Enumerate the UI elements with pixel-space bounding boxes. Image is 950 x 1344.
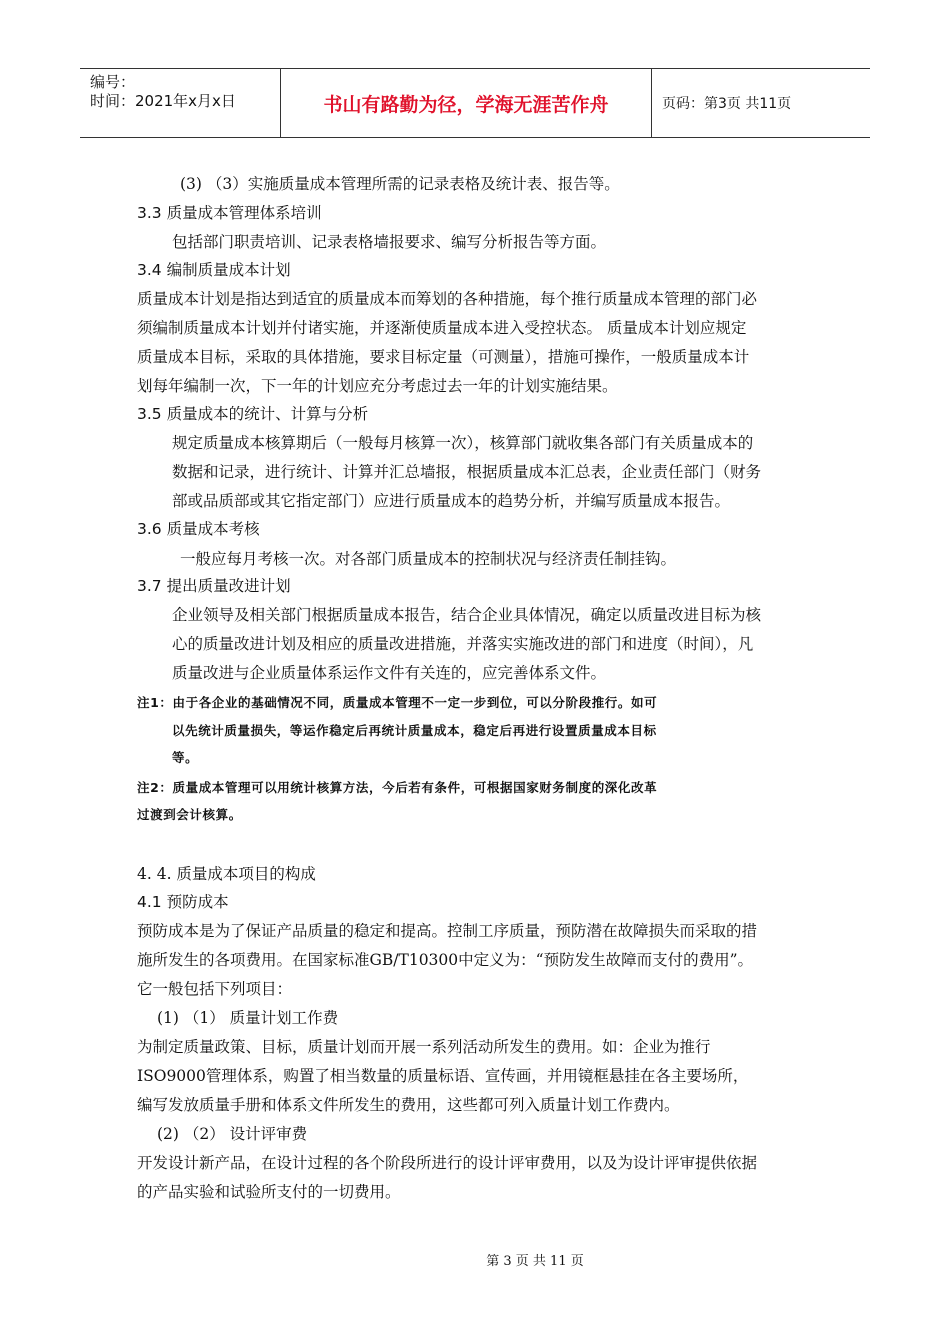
code-label: 编号： [90,73,136,91]
item-heading: (1) （1） 质量计划工作费 [157,1009,339,1027]
body-line: 须编制质量成本计划并付诸实施，并逐渐使质量成本进入受控状态。 质量成本计划应规定 [137,319,747,337]
body-line: 部或品质部或其它指定部门）应进行质量成本的趋势分析，并编写质量成本报告。 [172,492,731,510]
body-line: 的产品实验和试验所支付的一切费用。 [137,1183,401,1201]
page-label: 页码：第3页 共11页 [662,96,792,112]
body-line: 心的质量改进计划及相应的质量改进措施，并落实实施改进的部门和进度（时间），凡 [172,635,754,653]
body-line: 质量改进与企业质量体系运作文件有关连的，应完善体系文件。 [172,664,607,682]
body-line: 编写发放质量手册和体系文件所发生的费用，这些都可列入质量计划工作费内。 [137,1096,680,1114]
note-line: 注1：由于各企业的基础情况不同，质量成本管理不一定一步到位，可以分阶段推行。如可 [137,695,658,710]
date-label: 时间：2021年x月x日 [90,92,236,110]
note-line: 注2：质量成本管理可以用统计核算方法，今后若有条件，可根据国家财务制度的深化改革 [137,780,658,795]
note-line: 等。 [172,750,199,765]
body-line: 企业领导及相关部门根据质量成本报告，结合企业具体情况，确定以质量改进目标为核 [172,606,762,624]
body-line: 预防成本是为了保证产品质量的稳定和提高。控制工序质量，预防潜在故障损失而采取的措 [137,922,758,940]
body-line: 规定质量成本核算期后（一般每月核算一次），核算部门就收集各部门有关质量成本的 [172,434,754,452]
body-line: 数据和记录，进行统计、计算并汇总墙报，根据质量成本汇总表，企业责任部门（财务 [172,463,762,481]
body-line: 施所发生的各项费用。在国家标准GB/T10300中定义为：“预防发生故障而支付的费用”。 [137,951,753,969]
header-table [80,68,870,138]
section-heading: 3.7 提出质量改进计划 [137,577,291,595]
body-line: 划每年编制一次，下一年的计划应充分考虑过去一年的计划实施结果。 [137,377,618,395]
body-line: 它一般包括下列项目： [137,980,293,998]
note-line: 以先统计质量损失，等运作稳定后再统计质量成本，稳定后再进行设置质量成本目标 [172,723,657,738]
section-heading: 3.6 质量成本考核 [137,520,260,538]
section-heading: 3.4 编制质量成本计划 [137,261,291,279]
section-heading: 4.1 预防成本 [137,893,229,911]
body-line: 开发设计新产品，在设计过程的各个阶段所进行的设计评审费用，以及为设计评审提供依据 [137,1154,758,1172]
header-left-cell [80,69,281,137]
body-line: 为制定质量政策、目标，质量计划而开展一系列活动所发生的费用。如：企业为推行 [137,1038,711,1056]
section-heading: 4. 4. 质量成本项目的构成 [137,865,316,883]
item-heading: (2) （2） 设计评审费 [157,1125,308,1143]
note-line: 过渡到会计核算。 [137,807,242,822]
body-line: 质量成本目标，采取的具体措施，要求目标定量（可测量），措施可操作，一般质量成本计 [137,348,750,366]
body-line: ISO9000管理体系，购置了相当数量的质量标语、宣传画，并用镜框悬挂在各主要场所， [137,1067,749,1085]
body-line: 包括部门职责培训、记录表格墙报要求、编写分析报告等方面。 [172,233,607,251]
body-line: 一般应每月考核一次。对各部门质量成本的控制状况与经济责任制挂钩。 [180,550,677,568]
motto: 书山有路勤为径，学海无涯苦作舟 [281,69,652,137]
section-heading: 3.3 质量成本管理体系培训 [137,204,322,222]
page-footer: 第 3 页 共 11 页 [486,1254,584,1269]
body-line: (3) （3）实施质量成本管理所需的记录表格及统计表、报告等。 [180,175,620,193]
body-line: 质量成本计划是指达到适宜的质量成本而筹划的各种措施，每个推行质量成本管理的部门必 [137,290,758,308]
section-heading: 3.5 质量成本的统计、计算与分析 [137,405,369,423]
